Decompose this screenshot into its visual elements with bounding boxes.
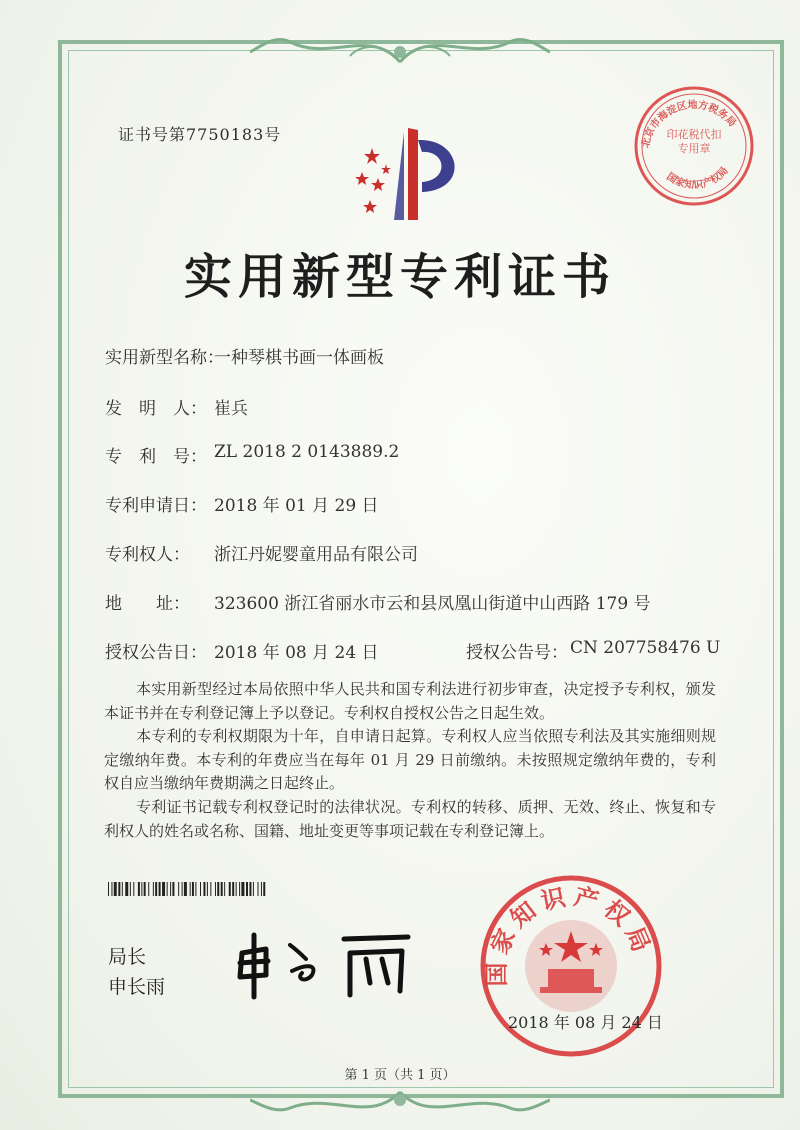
barcode-bar: [118, 882, 120, 896]
barcode-bar: [182, 882, 183, 896]
barcode-bar: [207, 882, 208, 896]
certificate-title: 实用新型专利证书: [183, 249, 616, 305]
seal-date: 2018 年 08 月 24 日: [508, 1013, 663, 1032]
handwritten-signature: [232, 925, 432, 1005]
barcode-bar: [114, 882, 117, 896]
field-value-application-date: 2018 年 01 月 29 日: [214, 496, 379, 516]
seal-ring-text: 国家知识产权局: [482, 882, 658, 987]
field-value-address: 323600 浙江省丽水市云和县凤凰山街道中山西路 179 号: [214, 594, 651, 614]
barcode-bar: [229, 882, 231, 896]
field-value-patentee: 浙江丹妮婴童用品有限公司: [214, 545, 418, 565]
field-value-utility-name: 一种琴棋书画一体画板: [214, 348, 384, 368]
barcode-bar: [241, 882, 244, 896]
barcode-bar: [133, 882, 134, 896]
field-value-inventor: 崔兵: [214, 399, 248, 419]
barcode-bar: [253, 882, 254, 896]
barcode-bar: [170, 882, 171, 896]
barcode-bar: [246, 882, 248, 896]
barcode-bar: [200, 882, 201, 896]
barcode-bar: [224, 882, 225, 896]
body-paragraph-1: 本实用新型经过本局依照中华人民共和国专利法进行初步审查，决定授予专利权，颁发本证书并在专利登记簿上予以登记。专利权自授权公告之日起生效。: [104, 680, 716, 722]
signature-icon: [232, 925, 432, 1005]
field-label-application-date: 专利申请日：: [105, 496, 207, 516]
barcode-bar: [195, 882, 196, 896]
barcode-bar: [217, 882, 219, 896]
barcode-bar: [192, 882, 194, 896]
patent-office-logo-icon: [342, 120, 472, 230]
barcode-bar: [111, 882, 112, 896]
barcode-bar: [232, 882, 234, 896]
barcode-bar: [261, 882, 262, 896]
barcode-bar: [184, 882, 187, 896]
top-ornament-icon: [250, 22, 550, 68]
body-paragraph-2: 本专利的专利权期限为十年，自申请日起算。专利权人应当依照专利法及其实施细则规定缴纳年费。本专利的年费应当在每年 01 月 29 日前缴纳。未按照规定缴纳年费的，专利权自应当缴纳年费期满之日起终止。: [104, 727, 716, 792]
barcode-bar: [172, 882, 174, 896]
grant-date-label: 授权公告日：: [105, 643, 207, 663]
barcode-bar: [215, 882, 216, 896]
barcode-icon: [108, 882, 408, 896]
barcode-bar: [159, 882, 161, 896]
barcode-bar: [108, 882, 109, 896]
barcode-bar: [155, 882, 157, 896]
barcode-bar: [249, 882, 251, 896]
barcode-bar: [210, 882, 211, 896]
barcode-bar: [130, 882, 131, 896]
small-seal-ring-text: 北京市海淀区地方税务局: [640, 99, 738, 149]
barcode-bar: [263, 882, 265, 896]
field-label-patent-number: 专 利 号：: [105, 447, 207, 467]
barcode-bar: [221, 882, 223, 896]
barcode-bar: [141, 882, 142, 896]
field-label-inventor: 发 明 人：: [105, 399, 207, 419]
signatory-name: 申长雨: [108, 977, 166, 998]
field-label-utility-name: 实用新型名称：: [105, 348, 224, 368]
certificate-number: 证书号第7750183号: [118, 125, 282, 144]
barcode-bar: [122, 882, 123, 896]
barcode-bar: [167, 882, 168, 896]
barcode-bar: [258, 882, 259, 896]
svg-text:国家知识产权局: [664, 164, 730, 191]
barcode-bar: [148, 882, 149, 896]
barcode-bar: [178, 882, 179, 896]
barcode-bar: [239, 882, 240, 896]
signatory-title: 局长: [108, 947, 147, 968]
grant-number-label: 授权公告号：: [466, 643, 568, 663]
grant-number-value: CN 207758476 U: [570, 638, 721, 658]
field-label-patentee: 专利权人：: [105, 545, 190, 565]
barcode-bar: [236, 882, 237, 896]
field-label-address: 地 址：: [105, 594, 190, 614]
bottom-ornament-icon: [250, 1086, 550, 1126]
small-seal-center-text: 印花税代扣专用章: [666, 128, 722, 155]
barcode-bar: [144, 882, 146, 896]
barcode-bar: [162, 882, 165, 896]
body-paragraph-3: 专利证书记载专利权登记时的法律状况。专利权的转移、质押、无效、终止、恢复和专利权人的姓名或名称、国籍、地址变更等事项记载在专利登记簿上。: [104, 798, 716, 840]
field-value-patent-number: ZL 2018 2 0143889.2: [214, 442, 400, 462]
barcode-bar: [125, 882, 128, 896]
barcode-bar: [190, 882, 191, 896]
barcode-bar: [203, 882, 205, 896]
barcode-bar: [153, 882, 154, 896]
page-number: 第 1 页（共 1 页）: [344, 1068, 456, 1083]
grant-date-value: 2018 年 08 月 24 日: [214, 643, 379, 663]
barcode-bar: [138, 882, 140, 896]
tax-stamp-seal-icon: [632, 84, 756, 208]
small-seal-bottom-text: 国家知识产权局: [664, 165, 731, 192]
